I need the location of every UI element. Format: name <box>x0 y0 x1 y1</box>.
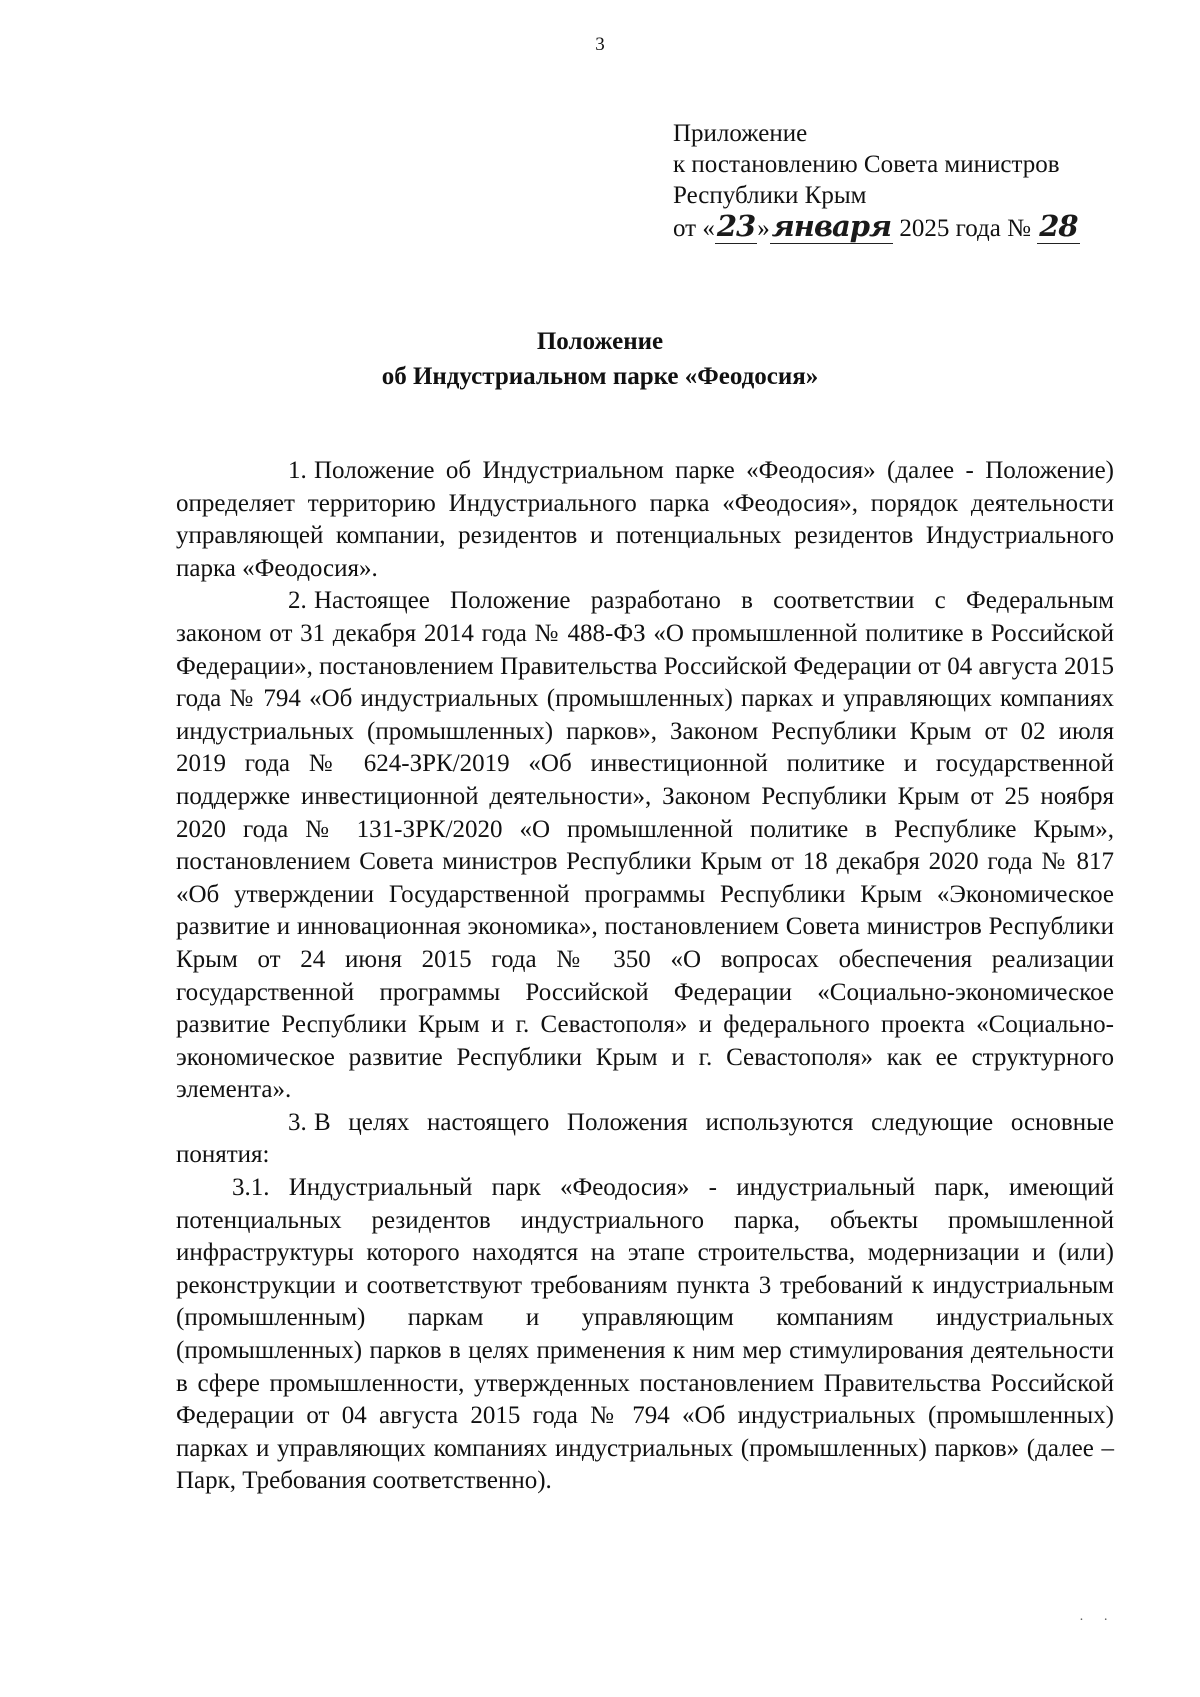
scan-artifact-dots: · · <box>1079 1613 1116 1628</box>
page-number: 3 <box>595 34 605 55</box>
date-prefix: от « <box>673 215 715 242</box>
handwritten-date-day: 23 <box>716 209 756 243</box>
paragraph-text: В целях настоящего Положения используются следующие основные понятия: <box>176 1108 1114 1169</box>
title-line-1: Положение <box>536 328 664 355</box>
paragraph-number: 1. <box>288 457 307 484</box>
paragraph-text: Положение об Индустриальном парке «Феодосия» (далее - Положение) определяет территорию Индустриального парка «Феодосия», порядок деятельности управляющей компании, резидентов и потенциальных резидентов Индустриального парка «Феодосия». <box>176 457 1114 582</box>
document-title <box>0 324 1200 394</box>
document-body <box>176 455 1114 1498</box>
appendix-republic-line: Республики Крым <box>673 182 867 209</box>
paragraph-1 <box>176 455 1114 585</box>
date-separator: » <box>757 215 770 242</box>
appendix-resolution-line: к постановлению Совета министров <box>673 151 1060 178</box>
appendix-date-line <box>673 211 1143 244</box>
handwritten-date-month: января <box>771 209 892 243</box>
paragraph-text: Настоящее Положение разработано в соответствии с Федеральным законом от 31 декабря 2014 года № 488-ФЗ «О промышленной политике в Российской Федерации», постановлением Правительства Российской Федерации от 04 августа 2015 года № 794 «Об индустриальных (промышленных) парках и управляющих компаниях индустриальных (промышленных) парков», Законом Республики Крым от 02 июля 2019 года № 624-ЗРК/2019 «Об инвестиционной политике и государственной поддержке инвестиционной деятельности», Законом Республики Крым от 25 ноября 2020 года № 131-ЗРК/2020 «О промышленной политике в Республике Крым», постановлением Совета министров Республики Крым от 18 декабря 2020 года № 817 «Об утверждении Государственной программы Республики Крым «Экономическое развитие и инновационная экономика», постановлением Совета министров Республики Крым от 24 июня 2015 года № 350 «О вопросах обеспечения реализации государственной программы Российской Федерации «Социально-экономическое развитие Республики Крым и г. Севастополя» и федерального проекта «Социально-экономическое развитие Республики Крым и г. Севастополя» как ее структурного элемента». <box>176 587 1114 1104</box>
paragraph-number: 2. <box>288 587 307 615</box>
paragraph-3-1 <box>176 1172 1114 1498</box>
appendix-header <box>673 118 1143 244</box>
paragraph-2 <box>176 585 1114 1107</box>
appendix-label: Приложение <box>673 120 808 147</box>
paragraph-text: 3.1. Индустриальный парк «Феодосия» - индустриальный парк, имеющий потенциальных резидентов индустриального парка, объекты промышленной инфраструктуры которого находятся на этапе строительства, модернизации и (или) реконструкции и соответствуют требованиям пункта 3 требований к индустриальным (промышленным) паркам и управляющим компаниям индустриальных (промышленных) парков в целях применения к ним мер стимулирования деятельности в сфере промышленности, утвержденных постановлением Правительства Российской Федерации от 04 августа 2015 года № 794 «Об индустриальных (промышленных) парках и управляющих компаниях индустриальных (промышленных) парков» (далее – Парк, Требования соответственно). <box>176 1174 1114 1495</box>
handwritten-resolution-number: 28 <box>1039 209 1078 243</box>
date-year: 2025 года № <box>899 215 1031 242</box>
paragraph-3 <box>176 1107 1114 1172</box>
title-line-2: об Индустриальном парке «Феодосия» <box>381 363 819 390</box>
paragraph-number: 3. <box>288 1108 307 1136</box>
